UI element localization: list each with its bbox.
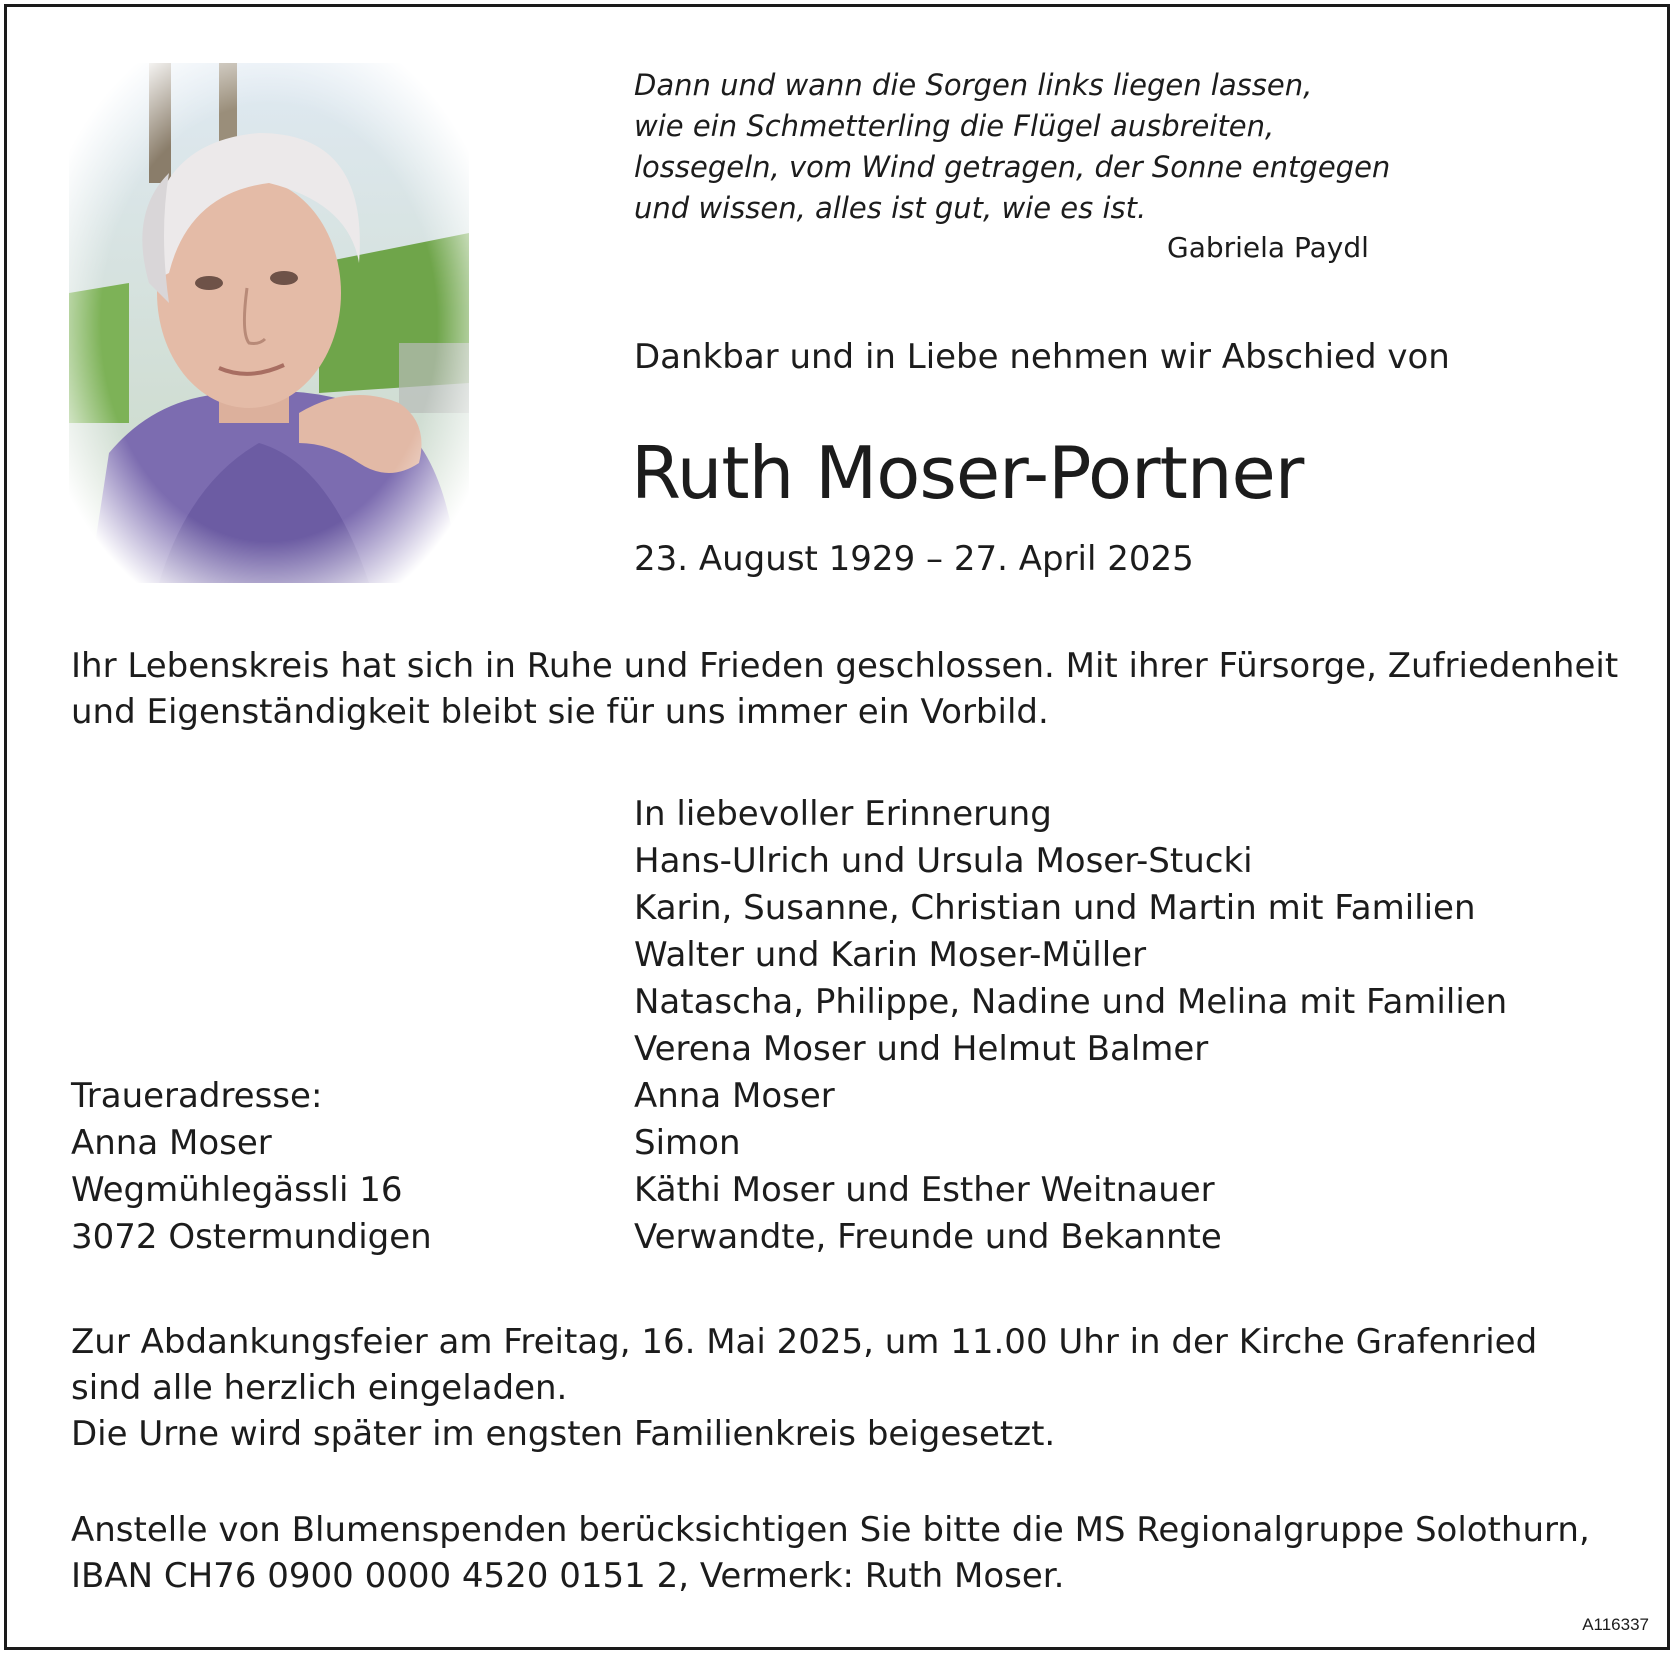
poem-line: und wissen, alles ist gut, wie es ist.: [634, 191, 1147, 225]
address-line: 3072 Ostermundigen: [71, 1217, 432, 1257]
poem-author: Gabriela Paydl: [1167, 231, 1369, 264]
tribute-line: Ihr Lebenskreis hat sich in Ruhe und Frieden geschlossen. Mit ihrer Fürsorge, Zufriedenheit: [71, 646, 1619, 686]
obituary-frame: [4, 4, 1670, 1650]
donation-line: IBAN CH76 0900 0000 4520 0151 2, Vermerk: Ruth Moser.: [71, 1556, 1065, 1596]
ceremony-paragraph: [71, 1319, 1537, 1457]
tribute-line: und Eigenständigkeit bleibt sie für uns immer ein Vorbild.: [71, 692, 1049, 732]
mourner-line: Käthi Moser und Esther Weitnauer: [634, 1170, 1215, 1210]
donation-line: Anstelle von Blumenspenden berücksichtigen Sie bitte die MS Regionalgruppe Solothurn,: [71, 1510, 1590, 1550]
poem-line: lossegeln, vom Wind getragen, der Sonne entgegen: [634, 150, 1391, 184]
mourner-line: Karin, Susanne, Christian und Martin mit Familien: [634, 888, 1476, 928]
poem-line: wie ein Schmetterling die Flügel ausbreiten,: [634, 109, 1275, 143]
portrait-photo: [69, 63, 469, 583]
mourner-line: Verwandte, Freunde und Bekannte: [634, 1217, 1222, 1257]
poem: [634, 65, 1390, 229]
ceremony-line: Zur Abdankungsfeier am Freitag, 16. Mai 2025, um 11.00 Uhr in der Kirche Grafenried: [71, 1322, 1538, 1362]
deceased-name: Ruth Moser-Portner: [631, 431, 1304, 515]
address-line: Anna Moser: [71, 1123, 272, 1163]
mourner-line: Verena Moser und Helmut Balmer: [634, 1029, 1209, 1069]
address-label: Traueradresse:: [71, 1076, 323, 1116]
mourner-line: Walter und Karin Moser-Müller: [634, 935, 1147, 975]
ceremony-line: sind alle herzlich eingeladen.: [71, 1368, 568, 1408]
donation-paragraph: [71, 1507, 1590, 1599]
tribute-paragraph: [71, 643, 1618, 735]
mourner-line: In liebevoller Erinnerung: [634, 794, 1052, 834]
reference-number: A116337: [1582, 1615, 1649, 1634]
poem-line: Dann und wann die Sorgen links liegen lassen,: [634, 68, 1313, 102]
mourners-list: [634, 791, 1507, 1261]
mourner-line: Hans-Ulrich und Ursula Moser-Stucki: [634, 841, 1253, 881]
ceremony-line: Die Urne wird später im engsten Familienkreis beigesetzt.: [71, 1414, 1056, 1454]
life-dates: 23. August 1929 – 27. April 2025: [634, 539, 1194, 579]
mourning-address: [71, 1073, 432, 1261]
mourner-line: Natascha, Philippe, Nadine und Melina mit Familien: [634, 982, 1508, 1022]
mourner-line: Simon: [634, 1123, 741, 1163]
address-line: Wegmühlegässli 16: [71, 1170, 403, 1210]
mourner-line: Anna Moser: [634, 1076, 835, 1116]
portrait-illustration: [69, 63, 469, 583]
farewell-intro: Dankbar und in Liebe nehmen wir Abschied von: [634, 337, 1450, 377]
